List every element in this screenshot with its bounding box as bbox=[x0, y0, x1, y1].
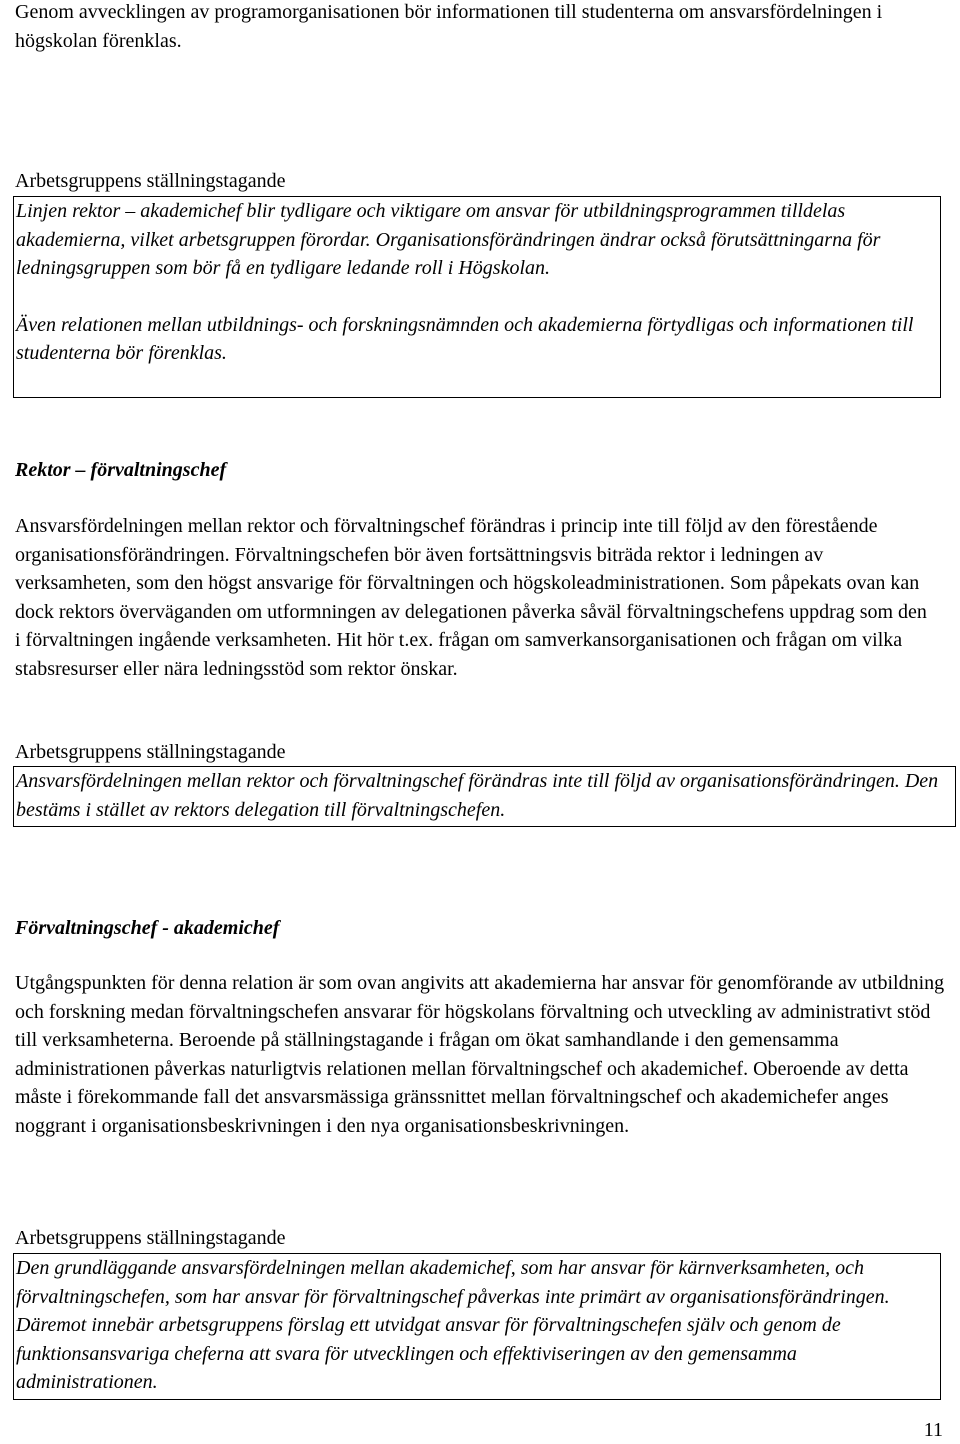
position-2-text: Ansvarsfördelningen mellan rektor och förvaltningschef förändras inte till följd av organisationsförändringen. Den bestäms i stället av rektors delegation till förvaltningschefen. bbox=[16, 770, 939, 821]
section-2-body: Ansvarsfördelningen mellan rektor och förvaltningschef förändras i princip inte till följd av den förestående organisationsförändringen. Förvaltningschefen bör även fortsättningsvis biträda rektor i ledningen av verksamheten, som den högst ansvarige för förvaltningen och högskoleadministrationen. Som påpekats ovan kan dock rektors överväganden om utformningen av delegationen påverka såväl förvaltningschefens uppdrag som den i förvaltningen ingående verksamheten. Hit hör t.ex. frågan om samverkansorganisationen och frågan om vilka stabsresurser eller nära ledningsstöd som rektor önskar. bbox=[15, 515, 927, 680]
position-heading-1: Arbetsgruppens ställningstagande bbox=[15, 170, 286, 192]
page-number: 11 bbox=[923, 1419, 943, 1441]
position-heading-3: Arbetsgruppens ställningstagande bbox=[15, 1227, 286, 1249]
position-box-3 bbox=[13, 1253, 941, 1400]
intro-paragraph: Genom avvecklingen av programorganisationen bör informationen till studenterna om ansvarsfördelningen i högskolan förenklas. bbox=[15, 1, 883, 52]
position-box-1 bbox=[13, 196, 941, 398]
section-3-body: Utgångspunkten för denna relation är som ovan angivits att akademierna har ansvar för genomförande av utbildning och forskning medan förvaltningschefen ansvarar för högskolans förvaltning och utveckling av administrativt stöd till verksamheterna. Beroende på ställningstagande i frågan om ökat samhandlande i den gemensamma administrationen påverkas naturligtvis relationen mellan förvaltningschef och akademichef. Oberoende av detta måste i förekommande fall det ansvarsmässiga gränssnittet mellan förvaltningschef och akademichefer anges noggrant i organisationsbeskrivningen i den nya organisationsbeskrivningen. bbox=[15, 972, 945, 1137]
position-1-paragraph-2: Även relationen mellan utbildnings- och forskningsnämnden och akademierna förtydligas och informationen till studenterna bör förenklas. bbox=[16, 313, 914, 365]
position-1-paragraph-1: Linjen rektor – akademichef blir tydligare och viktigare om ansvar för utbildningsprogrammen tilldelas akademierna, vilket arbetsgruppen förordar. Organisationsförändringen ändrar också förutsättningarna för ledningsgruppen som bör få en tydligare ledande roll i Högskolan. bbox=[16, 200, 881, 280]
position-box-2 bbox=[13, 766, 956, 827]
section-heading-forvaltningschef-akademichef: Förvaltningschef - akademichef bbox=[15, 917, 280, 939]
position-3-text: Den grundläggande ansvarsfördelningen mellan akademichef, som har ansvar för kärnverksamheten, och förvaltningschefen, som har ansvar för förvaltningschef påverkas inte primärt av organisationsförändringen. Däremot innebär arbetsgruppens förslag ett utvidgat ansvar för förvaltningschefen själv och genom de funktionsansvariga cheferna att svara för utvecklingen och effektiviseringen av den gemensamma administrationen. bbox=[16, 1257, 890, 1394]
position-heading-2: Arbetsgruppens ställningstagande bbox=[15, 741, 286, 763]
section-heading-rektor-forvaltningschef: Rektor – förvaltningschef bbox=[15, 459, 227, 481]
